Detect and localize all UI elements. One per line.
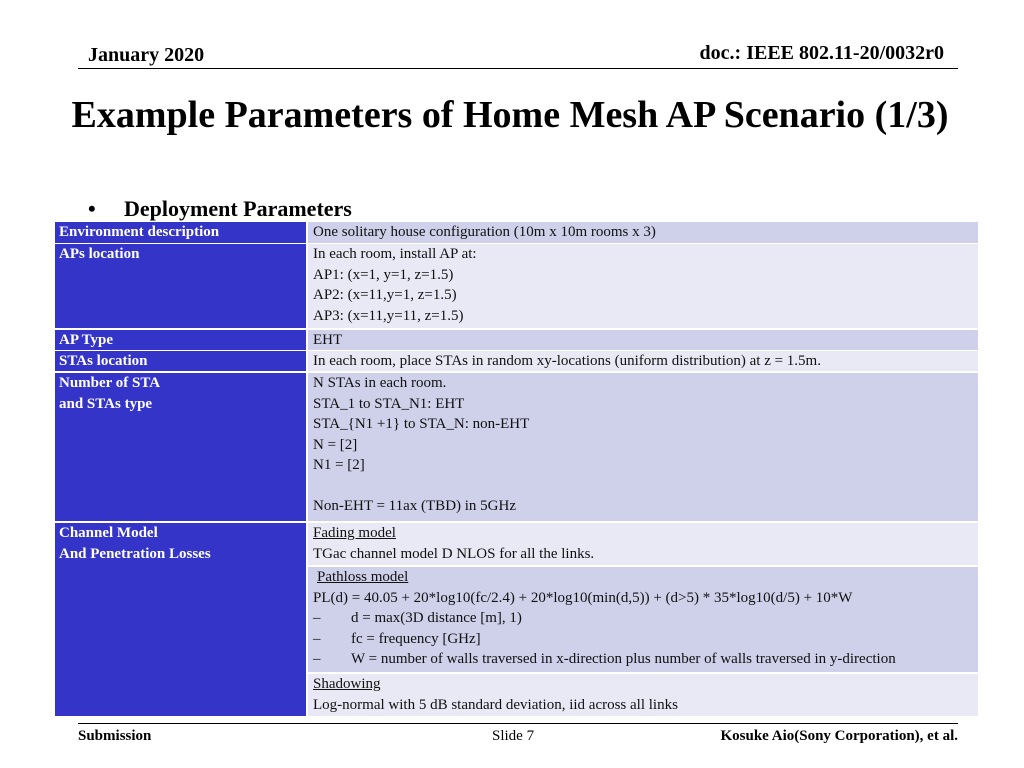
value-environment: One solitary house configuration (10m x 10m rooms x 3) [308,222,978,243]
label-stas-location: STAs location [55,351,306,371]
value-ap-type: EHT [308,330,978,350]
bullet-text: Deployment Parameters [124,196,352,221]
label-environment: Environment description [55,222,306,243]
bullet-item [88,196,352,222]
value-aps-location: In each room, install AP at: AP1: (x=1, y=1, z=1.5) AP2: (x=11,y=1, z=1.5) AP3: (x=11,y=11, z=1.5) [308,244,978,328]
label-channel-model: Channel Model And Penetration Losses [55,523,306,716]
fading-model: Fading model TGac channel model D NLOS for all the links. [308,523,978,565]
header-date: January 2020 [88,44,205,66]
footer-submission: Submission [78,728,152,744]
slide-title: Example Parameters of Home Mesh AP Scenario (1/3) [71,94,949,136]
footer-author: Kosuke Aio(Sony Corporation), et al. [720,728,958,744]
pathloss-formula: PL(d) = 40.05 + 20*log10(fc/2.4) + 20*log10(min(d,5)) + (d>5) * 35*log10(d/5) + 10*W [313,589,853,606]
value-stas-location: In each room, place STAs in random xy-locations (uniform distribution) at z = 1.5m. [308,351,978,371]
bullet-marker: • [88,196,96,221]
pathloss-model: Pathloss model PL(d) = 40.05 + 20*log10(fc/2.4) + 20*log10(min(d,5)) + (d>5) * 35*log10(d/5) + 10*W – d = max(3D distance [m], 1) – fc = frequency [GHz] – W = number of walls traversed in x-direction plus number of walls traversed in y-direction [308,567,978,672]
label-aps-location: APs location [55,244,306,328]
header-doc-id: doc.: IEEE 802.11-20/0032r0 [699,42,944,64]
value-number-of-sta: N STAs in each room. STA_1 to STA_N1: EHT STA_{N1 +1} to STA_N: non-EHT N = [2] N1 = [2] Non-EHT = 11ax (TBD) in 5GHz [308,373,978,521]
footer-slide-number: Slide 7 [492,728,535,744]
label-number-of-sta: Number of STA and STAs type [55,373,306,521]
footer-rule [78,723,958,724]
label-ap-type: AP Type [55,330,306,350]
header-rule [78,68,958,69]
shadowing: Shadowing Log-normal with 5 dB standard deviation, iid across all links [308,674,978,716]
